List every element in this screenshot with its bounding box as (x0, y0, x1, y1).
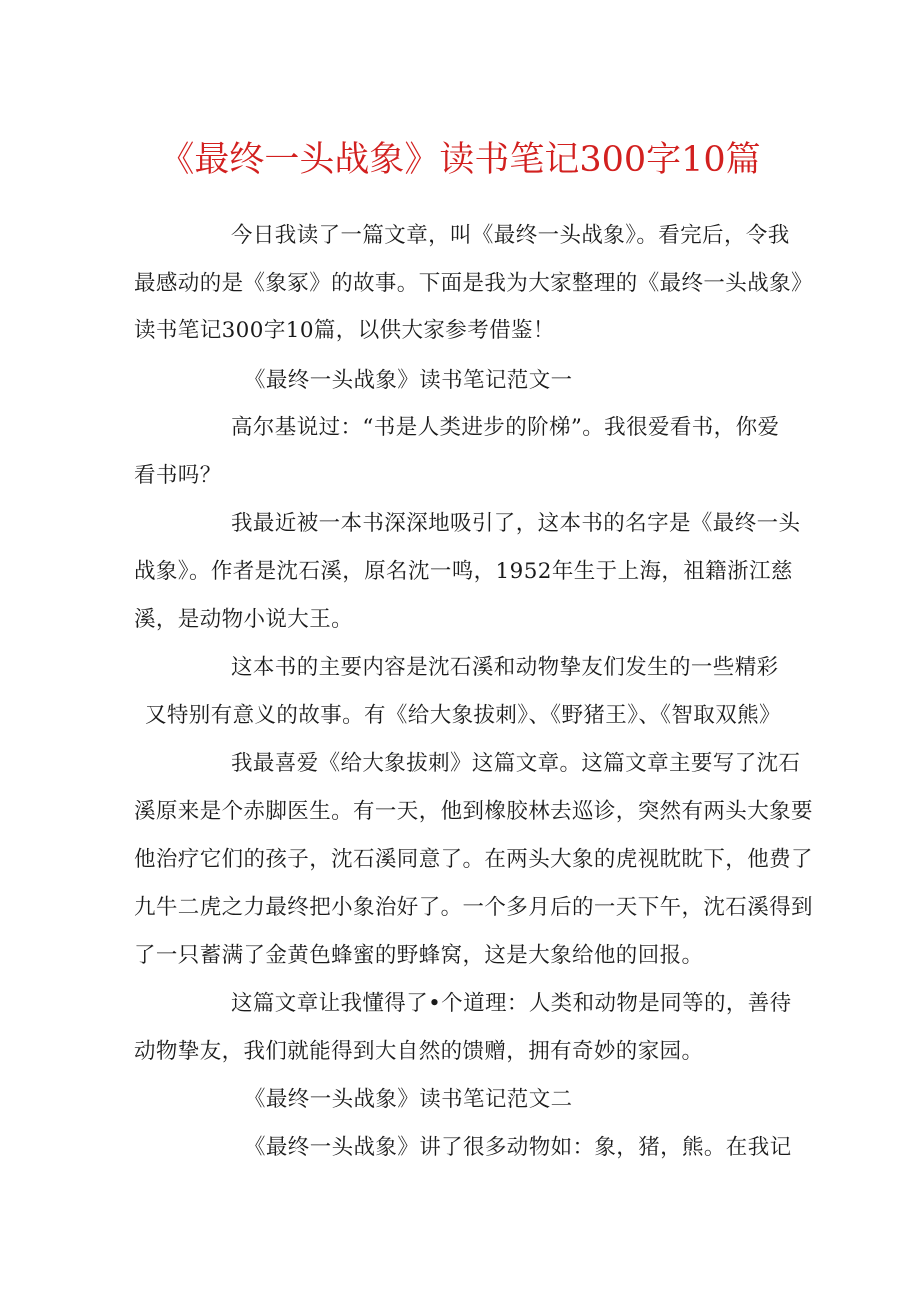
paragraph-line: 这本书的主要内容是沈石溪和动物挚友们发生的一些精彩 (231, 655, 779, 680)
paragraph-line: 《最终一头战象》讲了很多动物如：象，猪，熊。在我记 (244, 1135, 792, 1160)
paragraph-line: 看书吗？ (134, 463, 222, 488)
paragraph-line: 我最喜爱《给大象拔刺》这篇文章。这篇文章主要写了沈石 (231, 751, 801, 776)
paragraph-line: 溪原来是个赤脚医生。有一天，他到橡胶林去巡诊，突然有两头大象要 (134, 799, 813, 824)
paragraph-line: 他治疗它们的孩子，沈石溪同意了。在两头大象的虎视眈眈下，他费了 (134, 847, 813, 872)
paragraph-line: 又特别有意义的故事。有《给大象拔刺》、《野猪王》、《智取双熊》 (145, 703, 781, 728)
intro-line-1: 今日我读了一篇文章，叫《最终一头战象》。看完后，令我 (231, 223, 790, 248)
paragraph-line: 这篇文章让我懂得了•个道理：人类和动物是同等的，善待 (231, 991, 792, 1016)
intro-line-3: 读书笔记300字10篇，以供大家参考借鉴！ (134, 318, 555, 343)
paragraph-line: 高尔基说过：“书是人类进步的阶梯”。我很爱看书，你爱 (231, 415, 780, 440)
paragraph-line: 动物挚友，我们就能得到大自然的馈赠，拥有奇妙的家园。 (134, 1039, 704, 1064)
paragraph-line: 战象》。作者是沈石溪，原名沈一鸣，1952年生于上海，祖籍浙江慈 (134, 559, 793, 584)
paragraph-line: 九牛二虎之力最终把小象治好了。一个多月后的一天下午，沈石溪得到 (134, 895, 813, 920)
section-heading-2: 《最终一头战象》读书笔记范文二 (244, 1087, 573, 1112)
paragraph-line: 了一只蓄满了金黄色蜂蜜的野蜂窝，这是大象给他的回报。 (134, 943, 704, 968)
paragraph-line: 溪，是动物小说大王。 (134, 607, 354, 632)
section-heading-1: 《最终一头战象》读书笔记范文一 (244, 368, 573, 393)
paragraph-line: 我最近被一本书深深地吸引了，这本书的名字是《最终一头 (231, 511, 801, 536)
intro-line-2: 最感动的是《象冢》的故事。下面是我为大家整理的《最终一头战象》 (134, 271, 813, 296)
document-title: 《最终一头战象》读书笔记300字10篇 (159, 140, 761, 180)
